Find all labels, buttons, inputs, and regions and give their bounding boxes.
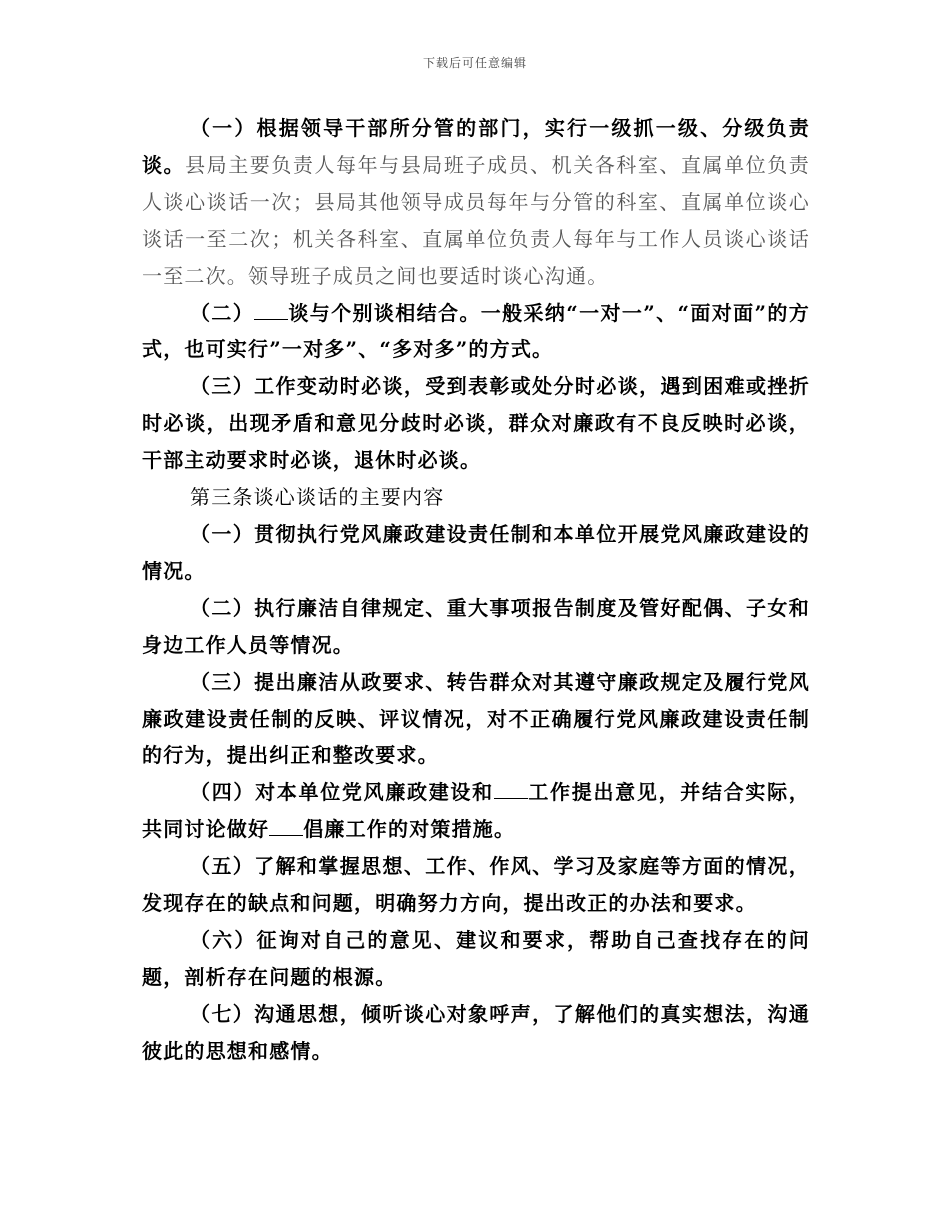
paragraph-2 [142, 295, 810, 369]
paragraph-10: （六）征询对自己的意见、建议和要求，帮助自己查找存在的问题，剖析存在问题的根源。 [142, 927, 810, 989]
section-heading: 第三条谈心谈话的主要内容 [190, 485, 445, 510]
paragraph-8-middle: 工作提出意见，并结合实际，共同讨论做好 [142, 780, 810, 842]
paragraph-5: （一）贯彻执行党风廉政建设责任制和本单位开展党风廉政建设的情况。 [142, 521, 810, 583]
blank-underline [269, 817, 303, 836]
paragraph-1-lead: （一）根据领导干部所分管的部门，实行一级抓一级、分级负责谈。 [142, 116, 810, 177]
paragraph-2-end: 谈与个别谈相结合。一般采纳“一对一”、“面对面”的方式，也可实行”一对多”、“多对多”的方式。 [142, 300, 810, 362]
document-body [142, 110, 810, 1070]
paragraph-3: （三）工作变动时必谈，受到表彰或处分时必谈，遇到困难或挫折时必谈，出现矛盾和意见分歧时必谈，群众对廉政有不良反映时必谈，干部主动要求时必谈，退休时必谈。 [142, 374, 810, 473]
paragraph-7: （三）提出廉洁从政要求、转告群众对其遵守廉政规定及履行党风廉政建设责任制的反映、评议情况，对不正确履行党风廉政建设责任制的行为，提出纠正和整改要求。 [142, 669, 810, 768]
blank-underline [254, 301, 288, 320]
paragraph-6: （二）执行廉洁自律规定、重大事项报告制度及管好配偶、子女和身边工作人员等情况。 [142, 595, 810, 657]
paragraph-11: （七）沟通思想，倾听谈心对象呼声，了解他们的真实想法，沟通彼此的思想和感情。 [142, 1001, 810, 1063]
paragraph-1 [142, 110, 810, 295]
page-header: 下载后可任意编辑 [422, 56, 527, 70]
blank-underline [494, 780, 528, 799]
paragraph-9: （五）了解和掌握思想、工作、作风、学习及家庭等方面的情况，发现存在的缺点和问题，明确努力方向，提出改正的办法和要求。 [142, 854, 810, 916]
paragraph-1-body: 县局主要负责人每年与县局班子成员、机关各科室、直属单位负责人谈心谈话一次；县局其他领导成员每年与分管的科室、直属单位谈心谈话一至二次；机关各科室、直属单位负责人每年与工作人员谈心谈话一至二次。领导班子成员之间也要适时谈心沟通。 [142, 152, 810, 288]
paragraph-8 [142, 774, 810, 848]
paragraph-2-start: （二） [190, 300, 255, 325]
paragraph-8-end: 倡廉工作的对策措施。 [303, 817, 516, 842]
paragraph-8-start: （四）对本单位党风廉政建设和 [190, 780, 494, 805]
